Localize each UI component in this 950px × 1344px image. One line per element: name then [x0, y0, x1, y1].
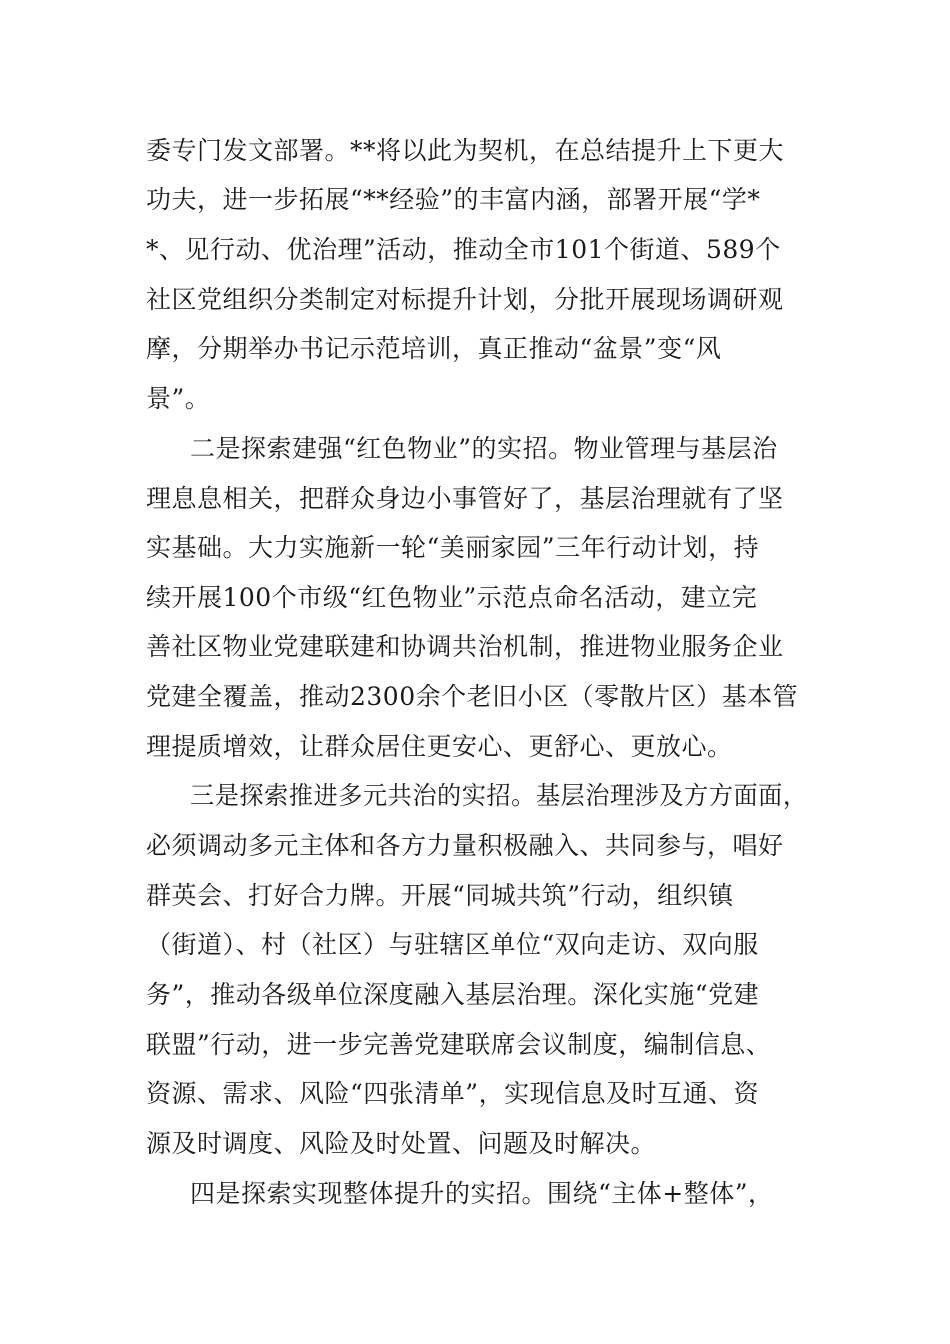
paragraph-line: *、见行动、优治理”活动，推动全市101个街道、589个 — [146, 235, 781, 264]
paragraph-line: 续开展100个市级“红色物业”示范点命名活动，建立完 — [146, 583, 758, 612]
paragraph-line: （街道）、村（社区）与驻辖区单位“双向走访、双向服 — [146, 930, 759, 959]
paragraph-line: 务”，推动各级单位深度融入基层治理。深化实施“党建 — [146, 980, 760, 1009]
paragraph-line: 功夫，进一步拓展“**经验”的丰富内涵，部署开展“学* — [146, 185, 761, 214]
paragraph-line: 四是探索实现整体提升的实招。围绕“主体+整体”， — [190, 1179, 774, 1208]
paragraph-line: 委专门发文部署。**将以此为契机，在总结提升上下更大 — [146, 136, 785, 165]
paragraph-line: 二是探索建强“红色物业”的实招。物业管理与基层治 — [190, 434, 778, 463]
paragraph-line: 党建全覆盖，推动2300余个老旧小区（零散片区）基本管 — [146, 682, 799, 711]
paragraph-line: 资源、需求、风险“四张清单”，实现信息及时互通、资 — [146, 1079, 760, 1108]
paragraph-line: 三是探索推进多元共治的实招。基层治理涉及方方面面， — [190, 781, 808, 810]
paragraph-line: 理息息相关，把群众身边小事管好了，基层治理就有了坚 — [146, 484, 784, 513]
paragraph-line: 景”。 — [146, 384, 211, 413]
paragraph-line: 善社区物业党建联建和协调共治机制，推进物业服务企业 — [146, 632, 784, 661]
paragraph-line: 摩，分期举办书记示范培训，真正推动“盆景”变“风 — [146, 334, 722, 363]
paragraph-line: 社区党组织分类制定对标提升计划，分批开展现场调研观 — [146, 285, 784, 314]
paragraph-line: 必须调动多元主体和各方力量积极融入、共同参与，唱好 — [146, 831, 784, 860]
paragraph-line: 群英会、打好合力牌。开展“同城共筑”行动，组织镇 — [146, 881, 734, 910]
paragraph-line: 实基础。大力实施新一轮“美丽家园”三年行动计划，持 — [146, 533, 760, 562]
paragraph-line: 理提质增效，让群众居住更安心、更舒心、更放心。 — [146, 732, 733, 761]
paragraph-line: 联盟”行动，进一步完善党建联席会议制度，编制信息、 — [146, 1030, 772, 1059]
paragraph-line: 源及时调度、风险及时处置、问题及时解决。 — [146, 1129, 657, 1158]
